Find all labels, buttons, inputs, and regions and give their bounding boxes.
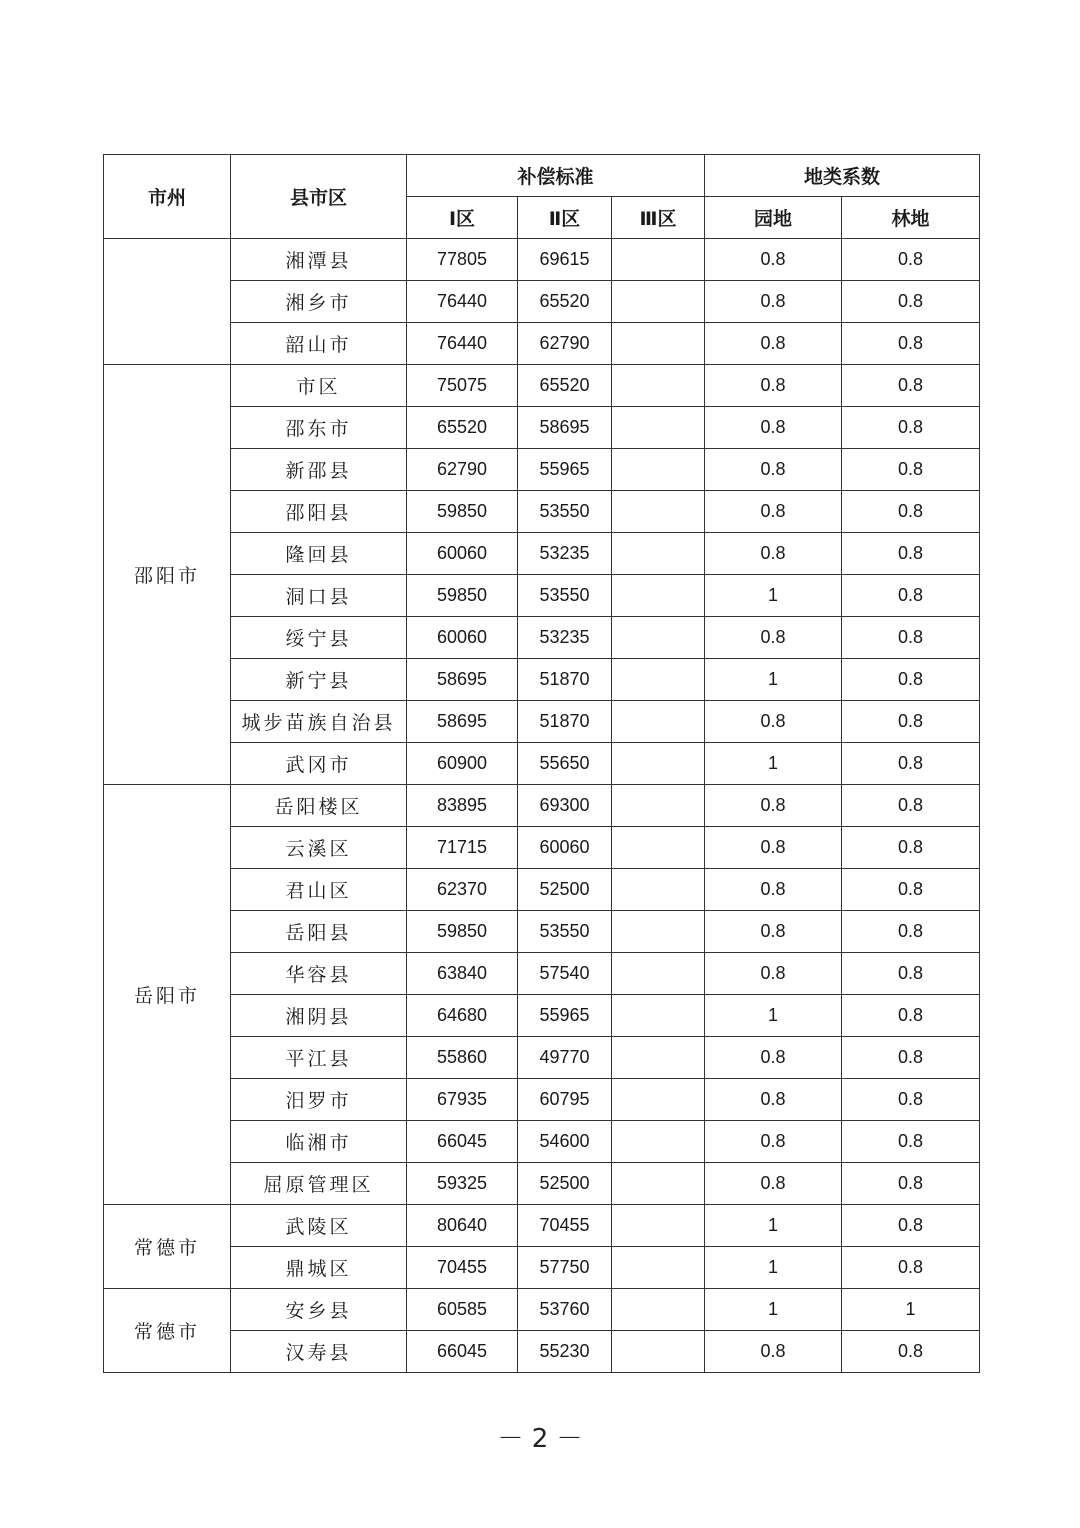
zone-2-value: 65520 bbox=[518, 281, 612, 323]
zone-1-value: 71715 bbox=[407, 827, 518, 869]
forest-coefficient: 0.8 bbox=[842, 659, 980, 701]
garden-coefficient: 0.8 bbox=[705, 617, 842, 659]
forest-coefficient: 0.8 bbox=[842, 1121, 980, 1163]
zone-2-value: 55965 bbox=[518, 449, 612, 491]
table-row bbox=[104, 827, 980, 869]
zone-2-value: 60060 bbox=[518, 827, 612, 869]
zone-1-value: 76440 bbox=[407, 323, 518, 365]
garden-coefficient: 0.8 bbox=[705, 1163, 842, 1205]
table-row bbox=[104, 1079, 980, 1121]
forest-coefficient: 0.8 bbox=[842, 1037, 980, 1079]
zone-2-value: 57750 bbox=[518, 1247, 612, 1289]
header-compensation-standard: 补偿标准 bbox=[407, 155, 705, 197]
forest-coefficient: 0.8 bbox=[842, 1205, 980, 1247]
zone-3-value bbox=[612, 533, 705, 575]
garden-coefficient: 1 bbox=[705, 743, 842, 785]
county-cell: 临湘市 bbox=[231, 1121, 407, 1163]
table-row bbox=[104, 617, 980, 659]
forest-coefficient: 0.8 bbox=[842, 239, 980, 281]
county-cell: 平江县 bbox=[231, 1037, 407, 1079]
zone-3-value bbox=[612, 365, 705, 407]
table-row bbox=[104, 1247, 980, 1289]
zone-2-value: 69615 bbox=[518, 239, 612, 281]
zone-2-value: 49770 bbox=[518, 1037, 612, 1079]
zone-1-value: 59850 bbox=[407, 491, 518, 533]
garden-coefficient: 1 bbox=[705, 995, 842, 1037]
forest-coefficient: 0.8 bbox=[842, 995, 980, 1037]
header-county: 县市区 bbox=[231, 155, 407, 239]
table-row bbox=[104, 1037, 980, 1079]
county-cell: 洞口县 bbox=[231, 575, 407, 617]
county-cell: 邵东市 bbox=[231, 407, 407, 449]
zone-3-value bbox=[612, 785, 705, 827]
city-cell: 岳阳市 bbox=[104, 785, 231, 1205]
zone-2-value: 62790 bbox=[518, 323, 612, 365]
table-row bbox=[104, 1205, 980, 1247]
table-row bbox=[104, 1163, 980, 1205]
zone-2-value: 70455 bbox=[518, 1205, 612, 1247]
zone-1-value: 59850 bbox=[407, 911, 518, 953]
zone-3-value bbox=[612, 239, 705, 281]
county-cell: 汨罗市 bbox=[231, 1079, 407, 1121]
zone-3-value bbox=[612, 659, 705, 701]
header-city: 市州 bbox=[104, 155, 231, 239]
table-body bbox=[104, 239, 980, 1373]
zone-3-value bbox=[612, 1331, 705, 1373]
zone-1-value: 60060 bbox=[407, 617, 518, 659]
zone-2-value: 52500 bbox=[518, 1163, 612, 1205]
garden-coefficient: 0.8 bbox=[705, 911, 842, 953]
county-cell: 华容县 bbox=[231, 953, 407, 995]
zone-1-value: 76440 bbox=[407, 281, 518, 323]
city-cell bbox=[104, 239, 231, 365]
garden-coefficient: 0.8 bbox=[705, 1121, 842, 1163]
forest-coefficient: 0.8 bbox=[842, 1331, 980, 1373]
zone-2-value: 60795 bbox=[518, 1079, 612, 1121]
zone-2-value: 53235 bbox=[518, 617, 612, 659]
page-number: － 2 － bbox=[497, 1424, 583, 1454]
county-cell: 城步苗族自治县 bbox=[231, 701, 407, 743]
header-forest: 林地 bbox=[842, 197, 980, 239]
forest-coefficient: 0.8 bbox=[842, 407, 980, 449]
forest-coefficient: 0.8 bbox=[842, 911, 980, 953]
zone-2-value: 53550 bbox=[518, 911, 612, 953]
forest-coefficient: 0.8 bbox=[842, 449, 980, 491]
table-row bbox=[104, 701, 980, 743]
zone-3-value bbox=[612, 1163, 705, 1205]
zone-1-value: 75075 bbox=[407, 365, 518, 407]
county-cell: 韶山市 bbox=[231, 323, 407, 365]
forest-coefficient: 0.8 bbox=[842, 1163, 980, 1205]
city-cell: 常德市 bbox=[104, 1205, 231, 1289]
zone-3-value bbox=[612, 575, 705, 617]
garden-coefficient: 0.8 bbox=[705, 407, 842, 449]
forest-coefficient: 0.8 bbox=[842, 323, 980, 365]
zone-2-value: 69300 bbox=[518, 785, 612, 827]
garden-coefficient: 0.8 bbox=[705, 1079, 842, 1121]
zone-1-value: 60585 bbox=[407, 1289, 518, 1331]
zone-1-value: 59325 bbox=[407, 1163, 518, 1205]
zone-1-value: 63840 bbox=[407, 953, 518, 995]
zone-3-value bbox=[612, 281, 705, 323]
county-cell: 君山区 bbox=[231, 869, 407, 911]
table-row bbox=[104, 449, 980, 491]
zone-1-value: 65520 bbox=[407, 407, 518, 449]
zone-2-value: 53760 bbox=[518, 1289, 612, 1331]
garden-coefficient: 0.8 bbox=[705, 281, 842, 323]
zone-1-value: 80640 bbox=[407, 1205, 518, 1247]
table-row bbox=[104, 491, 980, 533]
forest-coefficient: 0.8 bbox=[842, 743, 980, 785]
forest-coefficient: 0.8 bbox=[842, 365, 980, 407]
garden-coefficient: 0.8 bbox=[705, 1331, 842, 1373]
city-cell: 邵阳市 bbox=[104, 365, 231, 785]
zone-2-value: 55965 bbox=[518, 995, 612, 1037]
table-row bbox=[104, 281, 980, 323]
zone-3-value bbox=[612, 617, 705, 659]
zone-1-value: 70455 bbox=[407, 1247, 518, 1289]
zone-3-value bbox=[612, 1037, 705, 1079]
zone-3-value bbox=[612, 995, 705, 1037]
garden-coefficient: 0.8 bbox=[705, 785, 842, 827]
forest-coefficient: 0.8 bbox=[842, 827, 980, 869]
garden-coefficient: 1 bbox=[705, 659, 842, 701]
zone-3-value bbox=[612, 1079, 705, 1121]
zone-1-value: 62370 bbox=[407, 869, 518, 911]
county-cell: 岳阳楼区 bbox=[231, 785, 407, 827]
table-row bbox=[104, 575, 980, 617]
forest-coefficient: 0.8 bbox=[842, 1247, 980, 1289]
county-cell: 邵阳县 bbox=[231, 491, 407, 533]
table-row bbox=[104, 995, 980, 1037]
table-row bbox=[104, 323, 980, 365]
zone-1-value: 60900 bbox=[407, 743, 518, 785]
zone-1-value: 66045 bbox=[407, 1121, 518, 1163]
zone-2-value: 65520 bbox=[518, 365, 612, 407]
table-header bbox=[104, 155, 980, 239]
forest-coefficient: 0.8 bbox=[842, 575, 980, 617]
zone-1-value: 55860 bbox=[407, 1037, 518, 1079]
table-row bbox=[104, 1289, 980, 1331]
table-row bbox=[104, 1121, 980, 1163]
city-cell: 常德市 bbox=[104, 1289, 231, 1373]
forest-coefficient: 0.8 bbox=[842, 701, 980, 743]
zone-1-value: 60060 bbox=[407, 533, 518, 575]
zone-2-value: 55230 bbox=[518, 1331, 612, 1373]
county-cell: 新邵县 bbox=[231, 449, 407, 491]
table-row bbox=[104, 953, 980, 995]
county-cell: 湘乡市 bbox=[231, 281, 407, 323]
garden-coefficient: 1 bbox=[705, 1247, 842, 1289]
zone-3-value bbox=[612, 1247, 705, 1289]
garden-coefficient: 0.8 bbox=[705, 953, 842, 995]
zone-2-value: 53235 bbox=[518, 533, 612, 575]
garden-coefficient: 0.8 bbox=[705, 827, 842, 869]
zone-2-value: 58695 bbox=[518, 407, 612, 449]
county-cell: 湘阴县 bbox=[231, 995, 407, 1037]
zone-3-value bbox=[612, 701, 705, 743]
garden-coefficient: 0.8 bbox=[705, 449, 842, 491]
forest-coefficient: 1 bbox=[842, 1289, 980, 1331]
county-cell: 岳阳县 bbox=[231, 911, 407, 953]
county-cell: 屈原管理区 bbox=[231, 1163, 407, 1205]
zone-3-value bbox=[612, 869, 705, 911]
zone-1-value: 66045 bbox=[407, 1331, 518, 1373]
table-row bbox=[104, 533, 980, 575]
zone-2-value: 53550 bbox=[518, 491, 612, 533]
table-row bbox=[104, 911, 980, 953]
garden-coefficient: 1 bbox=[705, 575, 842, 617]
header-garden: 园地 bbox=[705, 197, 842, 239]
county-cell: 绥宁县 bbox=[231, 617, 407, 659]
county-cell: 鼎城区 bbox=[231, 1247, 407, 1289]
forest-coefficient: 0.8 bbox=[842, 785, 980, 827]
zone-1-value: 58695 bbox=[407, 659, 518, 701]
zone-1-value: 67935 bbox=[407, 1079, 518, 1121]
zone-3-value bbox=[612, 743, 705, 785]
county-cell: 武冈市 bbox=[231, 743, 407, 785]
zone-1-value: 59850 bbox=[407, 575, 518, 617]
forest-coefficient: 0.8 bbox=[842, 281, 980, 323]
zone-3-value bbox=[612, 1205, 705, 1247]
forest-coefficient: 0.8 bbox=[842, 491, 980, 533]
table-row bbox=[104, 659, 980, 701]
forest-coefficient: 0.8 bbox=[842, 533, 980, 575]
garden-coefficient: 0.8 bbox=[705, 869, 842, 911]
garden-coefficient: 1 bbox=[705, 1289, 842, 1331]
zone-2-value: 55650 bbox=[518, 743, 612, 785]
forest-coefficient: 0.8 bbox=[842, 617, 980, 659]
forest-coefficient: 0.8 bbox=[842, 869, 980, 911]
table-row bbox=[104, 869, 980, 911]
garden-coefficient: 0.8 bbox=[705, 323, 842, 365]
forest-coefficient: 0.8 bbox=[842, 1079, 980, 1121]
county-cell: 市区 bbox=[231, 365, 407, 407]
table-row bbox=[104, 743, 980, 785]
header-zone-1: Ⅰ区 bbox=[407, 197, 518, 239]
zone-2-value: 53550 bbox=[518, 575, 612, 617]
zone-2-value: 52500 bbox=[518, 869, 612, 911]
zone-3-value bbox=[612, 911, 705, 953]
zone-1-value: 77805 bbox=[407, 239, 518, 281]
zone-3-value bbox=[612, 491, 705, 533]
zone-2-value: 51870 bbox=[518, 659, 612, 701]
zone-1-value: 62790 bbox=[407, 449, 518, 491]
table-row bbox=[104, 407, 980, 449]
zone-1-value: 83895 bbox=[407, 785, 518, 827]
zone-3-value bbox=[612, 953, 705, 995]
county-cell: 湘潭县 bbox=[231, 239, 407, 281]
table-row bbox=[104, 239, 980, 281]
table-row bbox=[104, 1331, 980, 1373]
header-zone-2: Ⅱ区 bbox=[518, 197, 612, 239]
zone-3-value bbox=[612, 1289, 705, 1331]
county-cell: 武陵区 bbox=[231, 1205, 407, 1247]
zone-3-value bbox=[612, 827, 705, 869]
zone-3-value bbox=[612, 1121, 705, 1163]
county-cell: 隆回县 bbox=[231, 533, 407, 575]
garden-coefficient: 1 bbox=[705, 1205, 842, 1247]
garden-coefficient: 0.8 bbox=[705, 533, 842, 575]
zone-1-value: 58695 bbox=[407, 701, 518, 743]
county-cell: 汉寿县 bbox=[231, 1331, 407, 1373]
table-row bbox=[104, 785, 980, 827]
garden-coefficient: 0.8 bbox=[705, 239, 842, 281]
zone-2-value: 54600 bbox=[518, 1121, 612, 1163]
header-zone-3: Ⅲ区 bbox=[612, 197, 705, 239]
forest-coefficient: 0.8 bbox=[842, 953, 980, 995]
garden-coefficient: 0.8 bbox=[705, 365, 842, 407]
garden-coefficient: 0.8 bbox=[705, 701, 842, 743]
compensation-table bbox=[103, 154, 980, 1373]
zone-1-value: 64680 bbox=[407, 995, 518, 1037]
zone-3-value bbox=[612, 323, 705, 365]
zone-2-value: 57540 bbox=[518, 953, 612, 995]
header-land-coefficient: 地类系数 bbox=[705, 155, 980, 197]
table-row bbox=[104, 365, 980, 407]
county-cell: 安乡县 bbox=[231, 1289, 407, 1331]
county-cell: 云溪区 bbox=[231, 827, 407, 869]
county-cell: 新宁县 bbox=[231, 659, 407, 701]
zone-3-value bbox=[612, 449, 705, 491]
zone-2-value: 51870 bbox=[518, 701, 612, 743]
zone-3-value bbox=[612, 407, 705, 449]
garden-coefficient: 0.8 bbox=[705, 491, 842, 533]
garden-coefficient: 0.8 bbox=[705, 1037, 842, 1079]
